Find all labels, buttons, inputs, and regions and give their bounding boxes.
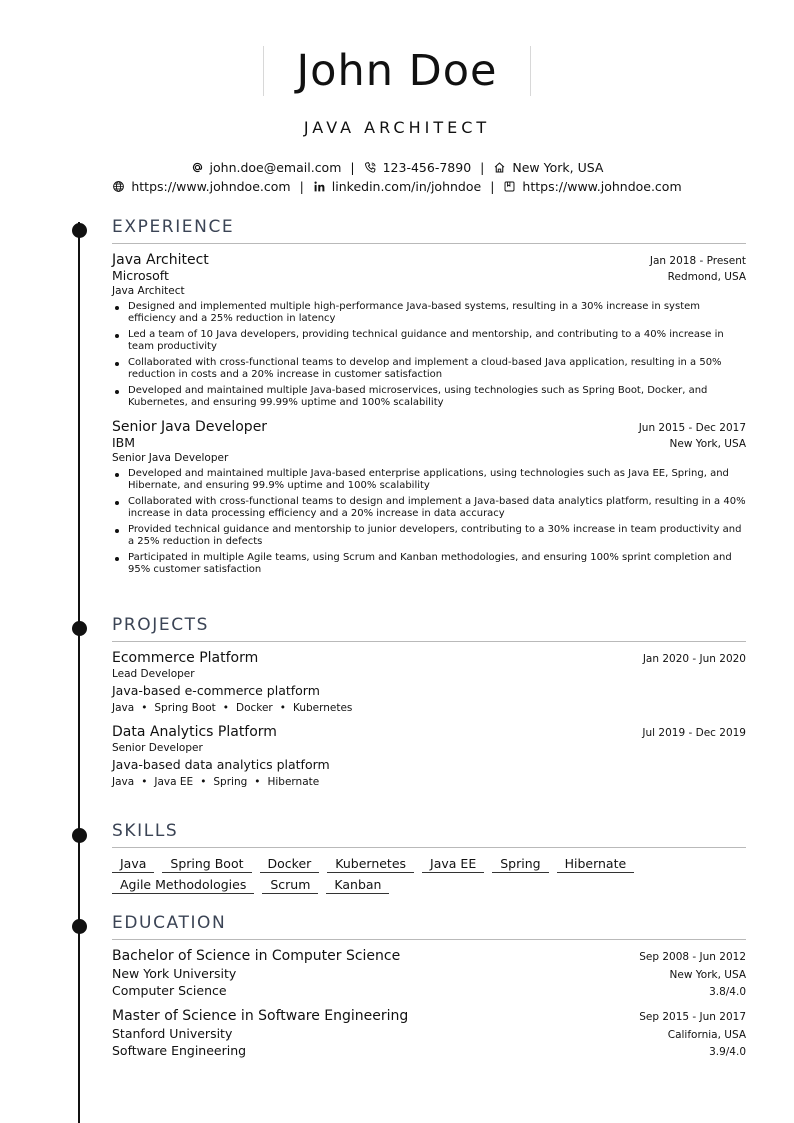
achievement-item: Collaborated with cross-functional teams to develop and implement a cloud-based Java application, resulting in a 50% reduction in costs and a 20% increase in customer satisfaction [112,357,746,381]
skill-tag: Hibernate [557,856,635,873]
skill-tag: Java [112,856,154,873]
phone-text: 123-456-7890 [382,160,472,175]
portfolio-icon [503,180,516,193]
education-section [112,913,746,1068]
portfolio-text: https://www.johndoe.com [522,179,682,194]
phone-icon [364,161,377,174]
contact-separator: | [299,179,304,194]
achievement-item: Led a team of 10 Java developers, providing technical guidance and mentorship, and contributing to a 40% increase in team productivity [112,329,746,353]
degree-title: Bachelor of Science in Computer Science [112,948,401,964]
tech-item: Java [112,702,135,714]
contact-line-1 [0,160,794,175]
tech-item: Java [112,776,135,788]
tech-item: Kubernetes [292,702,353,714]
skill-tag: Docker [260,856,320,873]
contact-website[interactable] [112,179,290,194]
date-range: Sep 2008 - Jun 2012 [639,951,746,963]
location: Redmond, USA [667,271,746,283]
experience-entry [112,252,746,409]
achievements-list [112,301,746,409]
date-range: Jun 2015 - Dec 2017 [638,422,746,434]
project-description: Java-based data analytics platform [112,757,330,772]
project-name: Data Analytics Platform [112,724,277,740]
location: California, USA [667,1029,746,1041]
position-title: Java Architect [112,252,209,268]
skill-tag: Spring Boot [162,856,251,873]
tech-separator: • [222,702,229,714]
skill-tag: Kubernetes [327,856,414,873]
tech-item: Spring Boot [154,702,216,714]
position-title: Senior Java Developer [112,419,268,435]
achievement-item: Participated in multiple Agile teams, using Scrum and Kanban methodologies, and ensuring 100% sprint completion and 95% customer satisfaction [112,552,746,576]
company-name: Microsoft [112,268,169,283]
date-range: Sep 2015 - Jun 2017 [639,1011,746,1023]
skills-section [112,821,746,894]
contact-separator: | [490,179,495,194]
linkedin-text: linkedin.com/in/johndoe [331,179,482,194]
project-description: Java-based e-commerce platform [112,683,320,698]
contact-line-2 [0,179,794,194]
achievement-item: Provided technical guidance and mentorship to junior developers, contributing to a 30% increase in team productivity and a 25% reduction in defects [112,524,746,548]
degree-title: Master of Science in Software Engineering [112,1008,409,1024]
timeline-line [78,222,80,1123]
school-name: New York University [112,966,237,981]
gpa: 3.8/4.0 [709,986,746,998]
project-role: Senior Developer [112,742,203,754]
contact-location [493,160,603,175]
tech-separator: • [254,776,261,788]
date-range: Jan 2018 - Present [649,255,746,267]
achievements-list [112,468,746,576]
tech-item: Spring [213,776,248,788]
tech-item: Hibernate [267,776,320,788]
tech-separator: • [200,776,207,788]
project-entry [112,650,746,714]
tech-separator: • [141,776,148,788]
experience-entry [112,419,746,576]
tech-list [112,702,746,714]
contact-linkedin[interactable] [313,179,481,194]
home-icon [493,161,506,174]
skill-tag: Spring [492,856,548,873]
contact-portfolio[interactable] [503,179,681,194]
achievement-item: Developed and maintained multiple Java-based microservices, using technologies such as Spring Boot, Docker, and Kubernetes, and ensuring 99.99% uptime and 100% scalability [112,385,746,409]
linkedin-icon [313,180,326,193]
project-name: Ecommerce Platform [112,650,259,666]
timeline-dot-projects [72,621,87,636]
tech-item: Docker [235,702,273,714]
location-text: New York, USA [512,160,604,175]
section-heading: EDUCATION [112,913,746,940]
section-heading: EXPERIENCE [112,217,746,244]
field-of-study: Software Engineering [112,1043,247,1058]
tech-item: Java EE [154,776,194,788]
section-heading: PROJECTS [112,615,746,642]
timeline-dot-skills [72,828,87,843]
contact-phone[interactable] [364,160,472,175]
date-range: Jan 2020 - Jun 2020 [642,653,746,665]
skill-tag: Scrum [262,877,318,894]
email-text: john.doe@email.com [209,160,342,175]
at-icon [191,161,204,174]
job-title-heading: JAVA ARCHITECT [303,118,491,137]
gpa: 3.9/4.0 [709,1046,746,1058]
tech-list [112,776,746,788]
timeline-dot-experience [72,223,87,238]
education-entry [112,948,746,998]
skill-tag: Agile Methodologies [112,877,254,894]
location: New York, USA [669,969,746,981]
tech-separator: • [279,702,286,714]
tech-separator: • [141,702,148,714]
experience-section [112,217,746,586]
skill-tag: Kanban [326,877,389,894]
skill-tag: Java EE [422,856,484,873]
skills-list [112,856,746,894]
projects-section [112,615,746,798]
role-text: Java Architect [112,285,185,297]
globe-icon [112,180,125,193]
school-name: Stanford University [112,1026,233,1041]
role-text: Senior Java Developer [112,452,229,464]
education-entry [112,1008,746,1058]
section-heading: SKILLS [112,821,746,848]
contact-email[interactable] [191,160,342,175]
candidate-name: John Doe [296,45,498,96]
company-name: IBM [112,435,136,450]
field-of-study: Computer Science [112,983,227,998]
project-role: Lead Developer [112,668,195,680]
achievement-item: Developed and maintained multiple Java-based enterprise applications, using technologies such as Java EE, Spring, and Hibernate, and ensuring 99.9% uptime and 100% scalability [112,468,746,492]
achievement-item: Designed and implemented multiple high-performance Java-based systems, resulting in a 30% increase in system efficiency and a 25% reduction in latency [112,301,746,325]
location: New York, USA [669,438,746,450]
name-frame [263,46,531,96]
achievement-item: Collaborated with cross-functional teams to design and implement a Java-based data analytics platform, resulting in a 40% increase in data processing efficiency and a 20% increase in data accuracy [112,496,746,520]
contact-separator: | [480,160,485,175]
date-range: Jul 2019 - Dec 2019 [642,727,746,739]
timeline-dot-education [72,919,87,934]
project-entry [112,724,746,788]
website-text: https://www.johndoe.com [131,179,291,194]
contact-separator: | [350,160,355,175]
